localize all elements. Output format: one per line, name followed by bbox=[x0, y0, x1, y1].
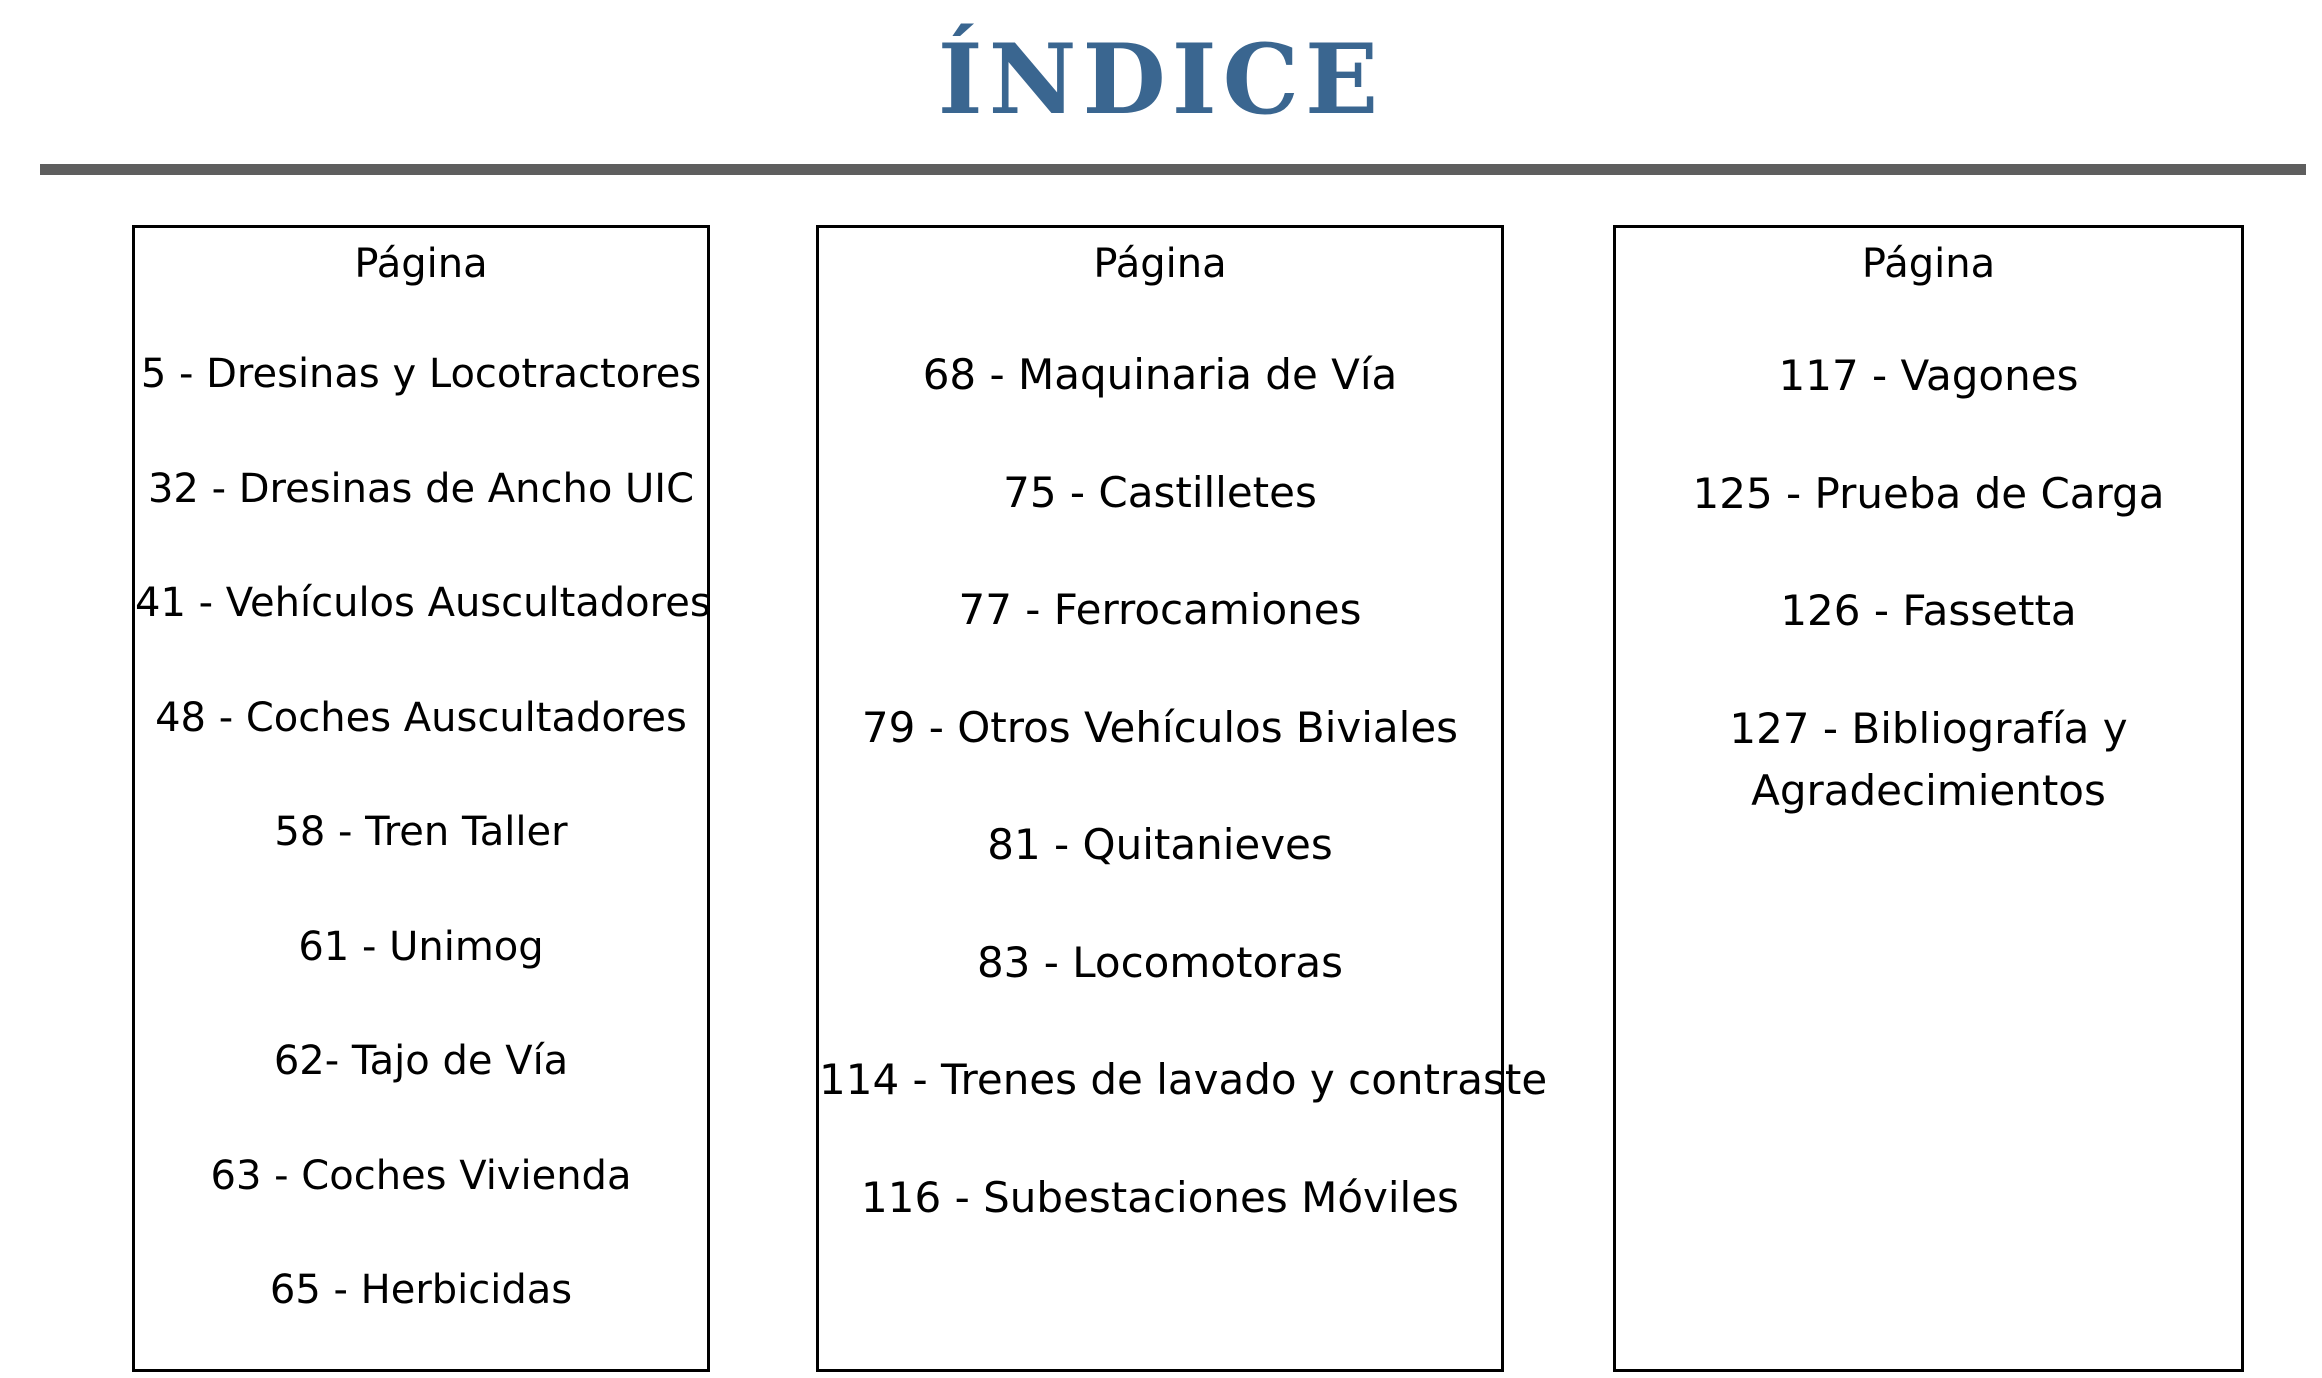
index-column-3 bbox=[1613, 225, 2244, 1372]
column-header: Página bbox=[1093, 241, 1227, 287]
index-list bbox=[819, 345, 1548, 1285]
index-entry: 116 - Subestaciones Móviles bbox=[861, 1172, 1459, 1222]
index-entry: 75 - Castilletes bbox=[1003, 467, 1317, 517]
index-entry: 58 - Tren Taller bbox=[274, 809, 568, 855]
index-entry: 126 - Fassetta bbox=[1780, 586, 2077, 635]
index-entry: 81 - Quitanieves bbox=[987, 820, 1333, 869]
index-entry: 79 - Otros Vehículos Biviales bbox=[861, 702, 1459, 752]
column-header: Página bbox=[354, 241, 488, 287]
index-list bbox=[1616, 345, 2241, 815]
index-entry: 5 - Dresinas y Locotractores bbox=[140, 351, 702, 397]
index-column-2 bbox=[816, 225, 1548, 1372]
index-entry: 114 - Trenes de lavado y contraste bbox=[819, 1055, 1548, 1104]
index-entry: 63 - Coches Vivienda bbox=[210, 1152, 632, 1199]
index-entry: 125 - Prueba de Carga bbox=[1692, 468, 2165, 518]
index-entry: 127 - Bibliografía y Agradecimientos bbox=[1729, 703, 2128, 815]
index-entry: 61 - Unimog bbox=[298, 923, 544, 970]
index-entry: 65 - Herbicidas bbox=[269, 1267, 573, 1313]
index-entry: 62- Tajo de Vía bbox=[273, 1038, 569, 1084]
index-entry: 68 - Maquinaria de Vía bbox=[922, 350, 1398, 399]
index-column-1 bbox=[132, 225, 710, 1372]
index-entry: 48 - Coches Auscultadores bbox=[155, 694, 687, 741]
index-list bbox=[135, 344, 711, 1375]
index-entry: 41 - Vehículos Auscultadores bbox=[135, 580, 711, 626]
title-divider bbox=[40, 164, 2306, 175]
column-header: Página bbox=[1861, 241, 1996, 287]
index-entry: 77 - Ferrocamiones bbox=[958, 585, 1362, 634]
index-entry: 32 - Dresinas de Ancho UIC bbox=[147, 465, 695, 512]
page-title: ÍNDICE bbox=[937, 23, 1385, 136]
index-entry: 117 - Vagones bbox=[1778, 351, 2079, 400]
index-entry: 83 - Locomotoras bbox=[976, 937, 1344, 987]
